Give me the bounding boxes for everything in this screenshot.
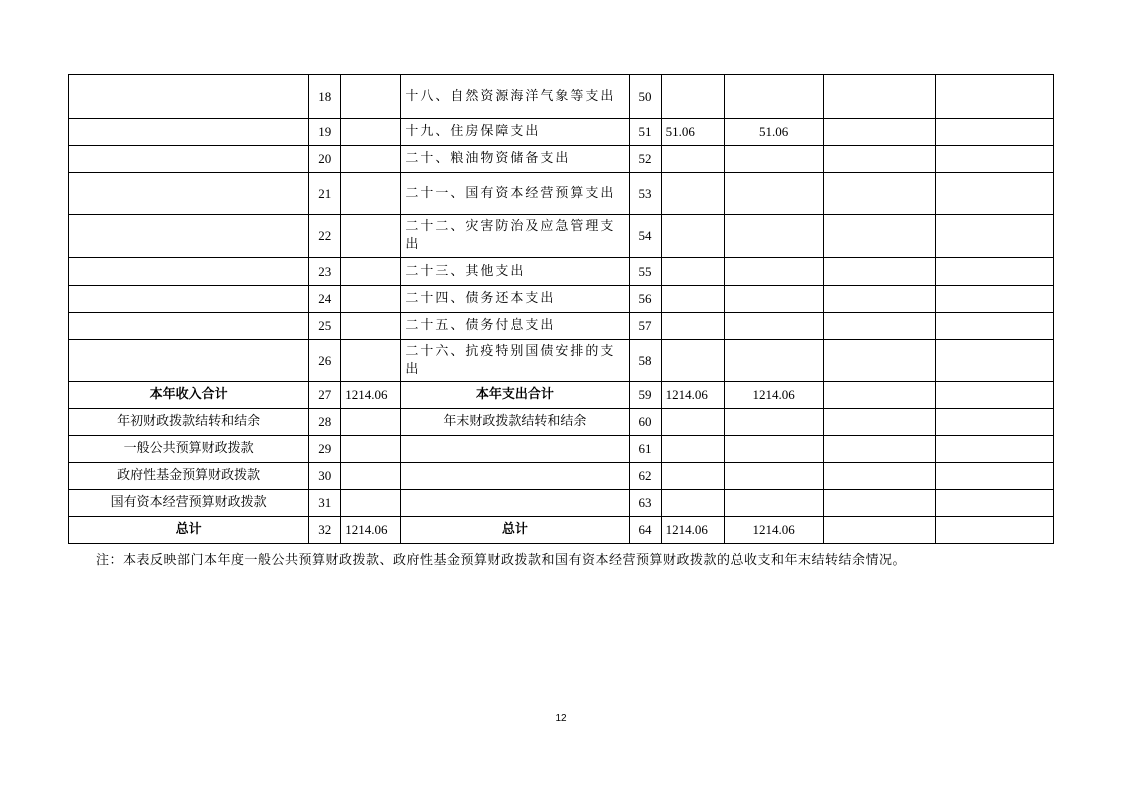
state-capital-cell <box>935 382 1053 409</box>
income-row-number-cell: 30 <box>309 463 341 490</box>
table-body <box>69 75 1054 544</box>
income-item-cell: 年初财政拨款结转和结余 <box>69 409 309 436</box>
state-capital-cell <box>935 517 1053 544</box>
general-budget-cell <box>724 286 823 313</box>
income-item-cell: 总计 <box>69 517 309 544</box>
expense-item-cell: 总计 <box>401 517 629 544</box>
general-budget-cell <box>724 436 823 463</box>
income-item-cell: 国有资本经营预算财政拨款 <box>69 490 309 517</box>
expense-row-number-cell: 63 <box>629 490 661 517</box>
gov-fund-cell <box>823 313 935 340</box>
income-amount-cell <box>341 258 401 286</box>
gov-fund-cell <box>823 75 935 119</box>
expense-row-number-cell: 57 <box>629 313 661 340</box>
expense-row-number-cell: 62 <box>629 463 661 490</box>
expense-item-cell: 年末财政拨款结转和结余 <box>401 409 629 436</box>
general-budget-cell <box>724 215 823 258</box>
general-budget-cell: 1214.06 <box>724 517 823 544</box>
income-amount-cell <box>341 215 401 258</box>
income-item-cell <box>69 75 309 119</box>
general-budget-cell <box>724 75 823 119</box>
table-row <box>69 286 1054 313</box>
expense-total-cell <box>661 436 724 463</box>
income-item-cell <box>69 215 309 258</box>
expense-item-cell <box>401 436 629 463</box>
table-row <box>69 463 1054 490</box>
income-row-number-cell: 25 <box>309 313 341 340</box>
general-budget-cell <box>724 258 823 286</box>
state-capital-cell <box>935 258 1053 286</box>
state-capital-cell <box>935 490 1053 517</box>
general-budget-cell <box>724 463 823 490</box>
income-amount-cell <box>341 286 401 313</box>
income-amount-cell <box>341 436 401 463</box>
gov-fund-cell <box>823 436 935 463</box>
income-amount-cell <box>341 75 401 119</box>
expense-item-cell: 十八、自然资源海洋气象等支出 <box>401 75 629 119</box>
income-item-cell <box>69 313 309 340</box>
table-row <box>69 313 1054 340</box>
table-footnote: 注：本表反映部门本年度一般公共预算财政拨款、政府性基金预算财政拨款和国有资本经营预算财政拨款的总收支和年末结转结余情况。 <box>96 553 907 568</box>
page-number: 12 <box>555 713 567 724</box>
expense-total-cell <box>661 286 724 313</box>
gov-fund-cell <box>823 119 935 146</box>
expense-item-cell: 十九、住房保障支出 <box>401 119 629 146</box>
expense-item-cell: 二十五、债务付息支出 <box>401 313 629 340</box>
gov-fund-cell <box>823 340 935 382</box>
income-amount-cell <box>341 313 401 340</box>
income-row-number-cell: 18 <box>309 75 341 119</box>
expense-row-number-cell: 61 <box>629 436 661 463</box>
income-row-number-cell: 19 <box>309 119 341 146</box>
expense-row-number-cell: 53 <box>629 173 661 215</box>
gov-fund-cell <box>823 463 935 490</box>
expense-total-cell <box>661 146 724 173</box>
table-row <box>69 75 1054 119</box>
income-row-number-cell: 28 <box>309 409 341 436</box>
income-item-cell: 一般公共预算财政拨款 <box>69 436 309 463</box>
state-capital-cell <box>935 463 1053 490</box>
expense-row-number-cell: 59 <box>629 382 661 409</box>
expense-item-cell: 二十一、国有资本经营预算支出 <box>401 173 629 215</box>
income-item-cell <box>69 146 309 173</box>
expense-total-cell <box>661 75 724 119</box>
general-budget-cell <box>724 490 823 517</box>
expense-total-cell <box>661 340 724 382</box>
state-capital-cell <box>935 146 1053 173</box>
table-row <box>69 146 1054 173</box>
gov-fund-cell <box>823 517 935 544</box>
state-capital-cell <box>935 215 1053 258</box>
expense-total-cell: 51.06 <box>661 119 724 146</box>
table-row <box>69 215 1054 258</box>
expense-row-number-cell: 56 <box>629 286 661 313</box>
gov-fund-cell <box>823 173 935 215</box>
state-capital-cell <box>935 409 1053 436</box>
expense-row-number-cell: 64 <box>629 517 661 544</box>
income-row-number-cell: 24 <box>309 286 341 313</box>
expense-row-number-cell: 60 <box>629 409 661 436</box>
income-item-cell <box>69 286 309 313</box>
table-row <box>69 517 1054 544</box>
budget-table <box>68 74 1054 544</box>
expense-row-number-cell: 52 <box>629 146 661 173</box>
expense-item-cell <box>401 463 629 490</box>
income-amount-cell <box>341 146 401 173</box>
expense-item-cell: 二十三、其他支出 <box>401 258 629 286</box>
state-capital-cell <box>935 436 1053 463</box>
state-capital-cell <box>935 313 1053 340</box>
income-amount-cell <box>341 490 401 517</box>
state-capital-cell <box>935 119 1053 146</box>
income-row-number-cell: 26 <box>309 340 341 382</box>
income-row-number-cell: 29 <box>309 436 341 463</box>
state-capital-cell <box>935 75 1053 119</box>
income-amount-cell <box>341 173 401 215</box>
income-item-cell <box>69 340 309 382</box>
income-item-cell <box>69 258 309 286</box>
general-budget-cell <box>724 313 823 340</box>
income-amount-cell: 1214.06 <box>341 517 401 544</box>
gov-fund-cell <box>823 382 935 409</box>
income-item-cell: 本年收入合计 <box>69 382 309 409</box>
expense-row-number-cell: 58 <box>629 340 661 382</box>
income-row-number-cell: 23 <box>309 258 341 286</box>
expense-item-cell: 二十二、灾害防治及应急管理支出 <box>401 215 629 258</box>
income-row-number-cell: 21 <box>309 173 341 215</box>
income-amount-cell: 1214.06 <box>341 382 401 409</box>
expense-item-cell: 二十、粮油物资储备支出 <box>401 146 629 173</box>
expense-total-cell: 1214.06 <box>661 517 724 544</box>
table-row <box>69 409 1054 436</box>
general-budget-cell <box>724 173 823 215</box>
general-budget-cell <box>724 409 823 436</box>
expense-row-number-cell: 55 <box>629 258 661 286</box>
income-row-number-cell: 31 <box>309 490 341 517</box>
income-amount-cell <box>341 409 401 436</box>
income-item-cell <box>69 119 309 146</box>
expense-total-cell <box>661 215 724 258</box>
expense-total-cell <box>661 258 724 286</box>
expense-item-cell <box>401 490 629 517</box>
expense-item-cell: 二十四、债务还本支出 <box>401 286 629 313</box>
gov-fund-cell <box>823 286 935 313</box>
expense-total-cell <box>661 409 724 436</box>
expense-item-cell: 本年支出合计 <box>401 382 629 409</box>
expense-total-cell <box>661 173 724 215</box>
table-row <box>69 119 1054 146</box>
table-row <box>69 173 1054 215</box>
expense-total-cell <box>661 490 724 517</box>
state-capital-cell <box>935 340 1053 382</box>
gov-fund-cell <box>823 258 935 286</box>
income-row-number-cell: 32 <box>309 517 341 544</box>
expense-item-cell: 二十六、抗疫特别国债安排的支出 <box>401 340 629 382</box>
general-budget-cell: 1214.06 <box>724 382 823 409</box>
expense-row-number-cell: 50 <box>629 75 661 119</box>
expense-total-cell: 1214.06 <box>661 382 724 409</box>
expense-total-cell <box>661 313 724 340</box>
income-item-cell <box>69 173 309 215</box>
general-budget-cell <box>724 340 823 382</box>
income-row-number-cell: 22 <box>309 215 341 258</box>
expense-row-number-cell: 54 <box>629 215 661 258</box>
expense-row-number-cell: 51 <box>629 119 661 146</box>
table-row <box>69 490 1054 517</box>
income-item-cell: 政府性基金预算财政拨款 <box>69 463 309 490</box>
income-row-number-cell: 27 <box>309 382 341 409</box>
general-budget-cell <box>724 146 823 173</box>
table-row <box>69 340 1054 382</box>
income-amount-cell <box>341 340 401 382</box>
income-amount-cell <box>341 119 401 146</box>
income-row-number-cell: 20 <box>309 146 341 173</box>
gov-fund-cell <box>823 146 935 173</box>
general-budget-cell: 51.06 <box>724 119 823 146</box>
expense-total-cell <box>661 463 724 490</box>
table-row <box>69 436 1054 463</box>
gov-fund-cell <box>823 409 935 436</box>
state-capital-cell <box>935 286 1053 313</box>
state-capital-cell <box>935 173 1053 215</box>
table-row <box>69 382 1054 409</box>
gov-fund-cell <box>823 490 935 517</box>
table-row <box>69 258 1054 286</box>
gov-fund-cell <box>823 215 935 258</box>
income-amount-cell <box>341 463 401 490</box>
